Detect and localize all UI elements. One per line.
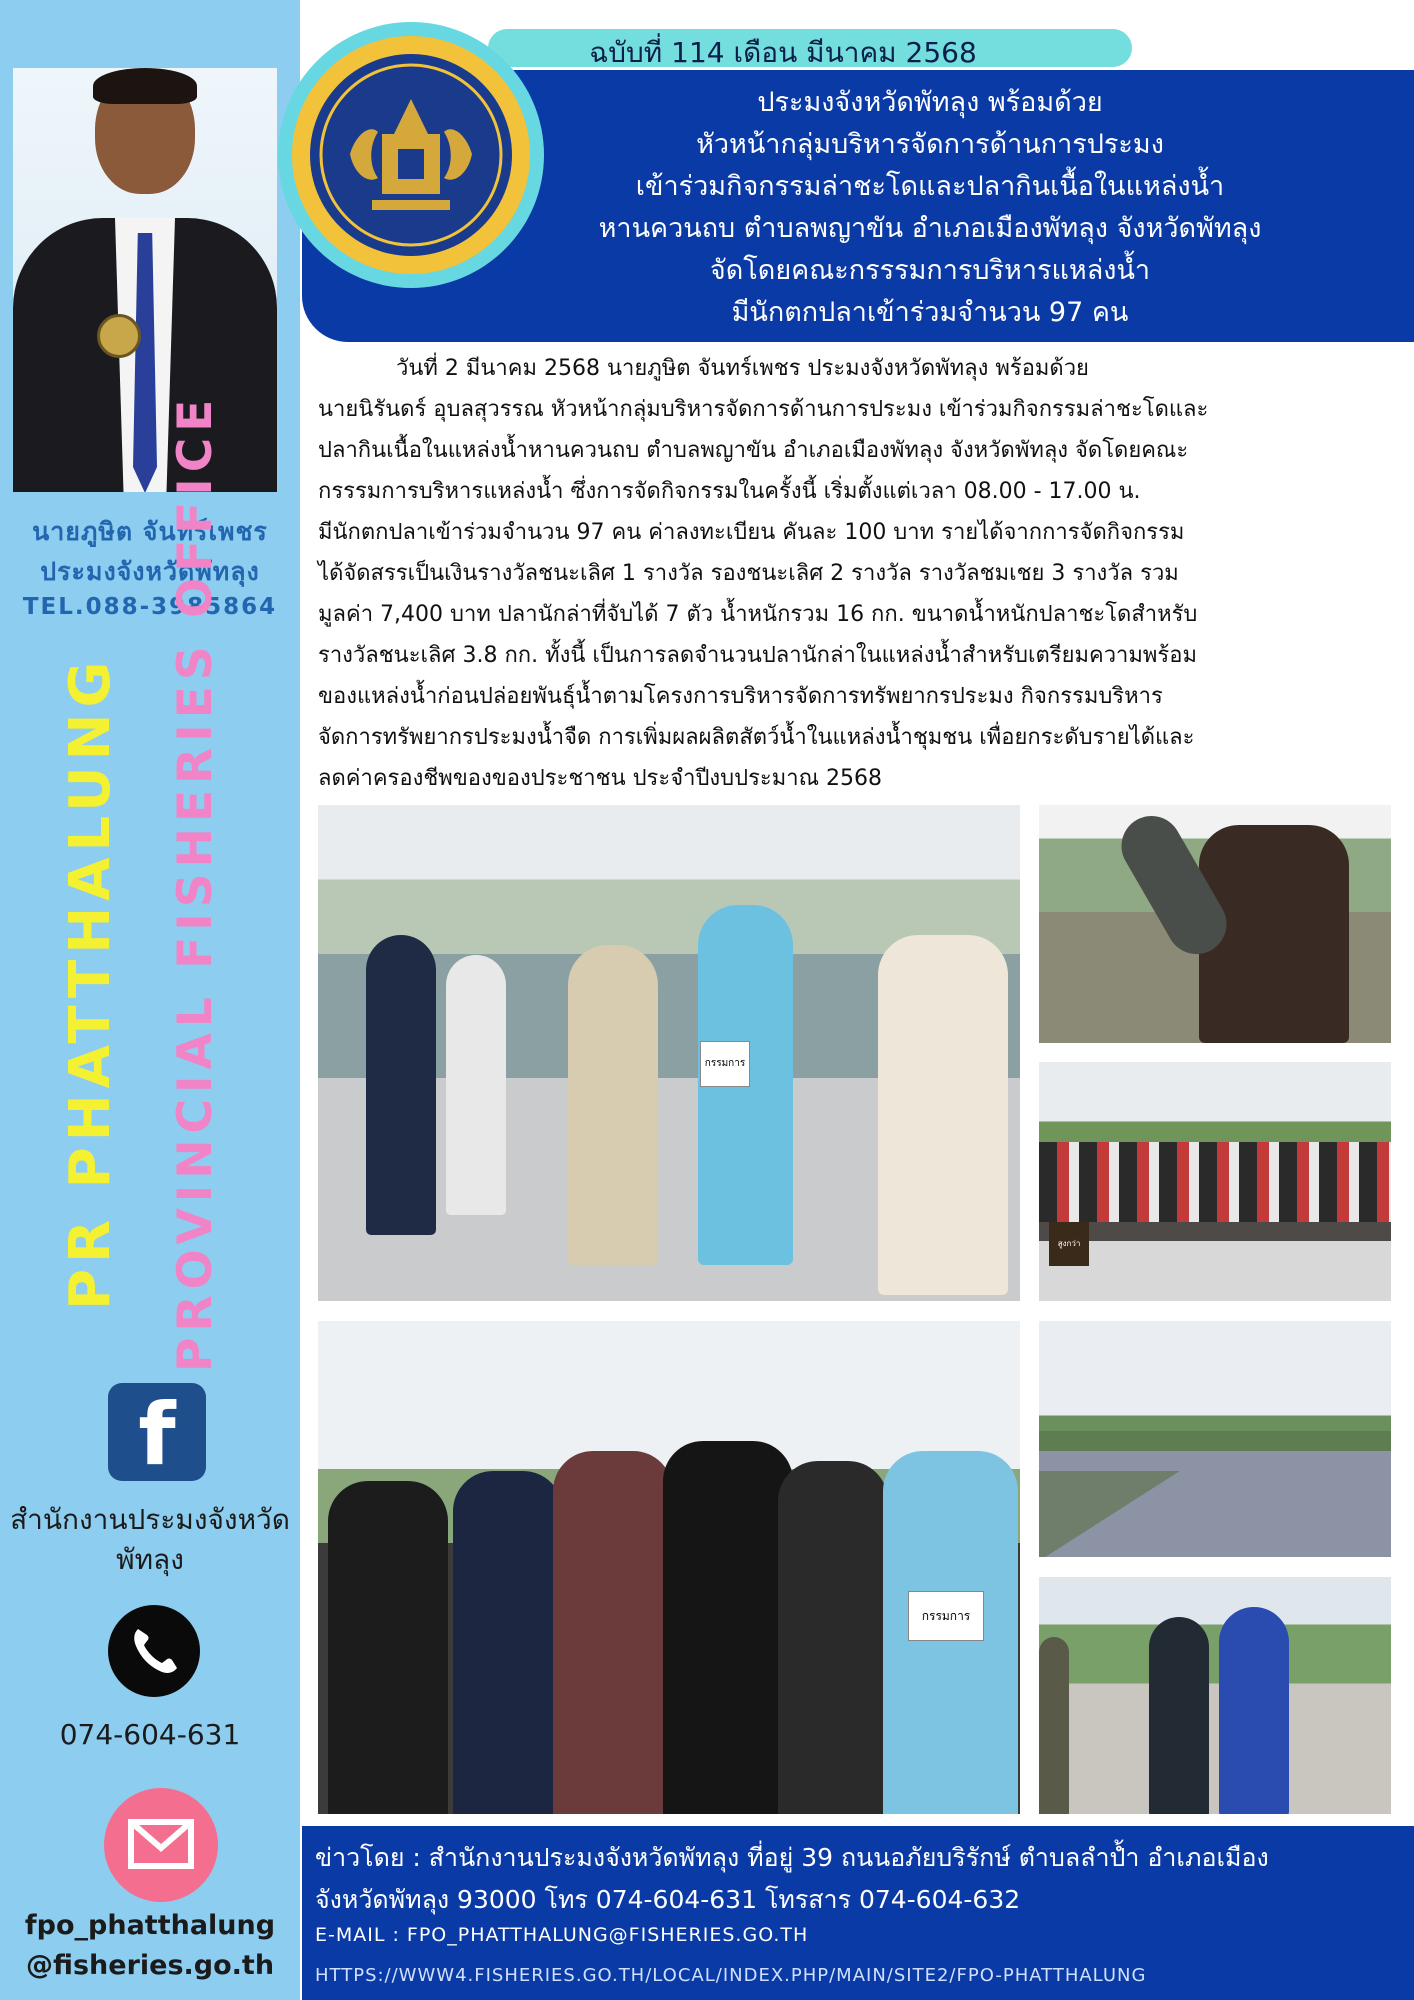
seal-emblem xyxy=(310,54,512,256)
phone-number: 074-604-631 xyxy=(59,1718,241,1751)
body-line: ปลากินเนื้อในแหล่งน้ำหานควนถบ ตำบลพญาขัน อำเภอเมืองพัทลุง จังหวัดพัทลุง จัดโดยคณะ xyxy=(318,438,1189,463)
headline-line: หานควนถบ ตำบลพญาขัน อำเภอเมืองพัทลุง จังหวัดพัทลุง xyxy=(598,213,1262,244)
official-tel: TEL.088-3985864 xyxy=(22,594,278,620)
body-line: รางวัลชนะเลิศ 3.8 กก. ทั้งนี้ เป็นการลดจำนวนปลานักล่าในแหล่งน้ำสำหรับเตรียมความพร้อม xyxy=(318,643,1197,668)
badge-pin-icon xyxy=(97,314,141,358)
headline-line: หัวหน้ากลุ่มบริหารจัดการด้านการประมง xyxy=(696,129,1164,160)
news-body xyxy=(318,348,1400,799)
footer-website-link[interactable]: HTTPS://WWW4.FISHERIES.GO.TH/LOCAL/INDEX.PHP/MAIN/SITE2/FPO-PHATTHALUNG xyxy=(315,1965,1147,1986)
sidebar xyxy=(0,0,300,2000)
body-line: มูลค่า 7,400 บาท ปลานักล่าที่จับได้ 7 ตัว น้ำหนักรวม 16 กก. ขนาดน้ำหนักปลาชะโดสำหรับ xyxy=(318,602,1198,627)
portrait-photo xyxy=(13,68,277,492)
headline-line: เข้าร่วมกิจกรรมล่าชะโดและปลากินเนื้อในแหล่งน้ำ xyxy=(635,171,1225,202)
body-line: วันที่ 2 มีนาคม 2568 นายภูษิต จันทร์เพชร ประมงจังหวัดพัทลุง พร้อมด้วย xyxy=(396,356,1089,381)
photo-angler-with-fish xyxy=(1039,805,1391,1043)
email-icon[interactable] xyxy=(104,1788,218,1902)
photo-officials-with-fish: กรรมการ xyxy=(318,1321,1020,1814)
email-address: fpo_phatthalung @fisheries.go.th xyxy=(24,1910,276,1981)
headline-line: ประมงจังหวัดพัทลุง พร้อมด้วย xyxy=(757,87,1103,118)
phone-icon[interactable] xyxy=(108,1605,200,1697)
photo-pond-shore xyxy=(1039,1321,1391,1557)
official-position: ประมงจังหวัดพัทลุง xyxy=(40,557,260,586)
body-line: นายนิรันดร์ อุบลสุวรรณ หัวหน้ากลุ่มบริหารจัดการด้านการประมง เข้าร่วมกิจกรรมล่าชะโดและ xyxy=(318,397,1209,422)
issue-banner: ฉบับที่ 114 เดือน มีนาคม 2568 xyxy=(488,29,1132,67)
footer-contacts: จังหวัดพัทลุง 93000 โทร 074-604-631 โทรสาร 074-604-632 xyxy=(315,1885,1021,1914)
vertical-title-pr: PR PHATTHALUNG xyxy=(58,655,123,1310)
official-name: นายภูษิต จันทร์เพชร xyxy=(32,517,268,546)
footer-email[interactable]: E-MAIL : FPO_PHATTHALUNG@FISHERIES.GO.TH xyxy=(315,1924,809,1946)
body-line: ได้จัดสรรเป็นเงินรางวัลชนะเลิศ 1 รางวัล รองชนะเลิศ 2 รางวัล รางวัลชมเชย 3 รางวัล รวม xyxy=(318,561,1179,586)
facebook-page-name: สำนักงานประมงจังหวัด พัทลุง xyxy=(10,1503,290,1576)
photo-participants-group: สูงกว่า xyxy=(1039,1062,1391,1301)
body-line: กรรรมการบริหารแหล่งน้ำ ซึ่งการจัดกิจกรรมในครั้งนี้ เริ่มตั้งแต่เวลา 08.00 - 17.00 น. xyxy=(318,479,1141,504)
photo-officials-group: กรรมการ xyxy=(318,805,1020,1301)
facebook-icon[interactable]: f xyxy=(108,1383,206,1481)
vertical-title-office: PROVINCIAL FISHERIES OFFICE xyxy=(168,393,223,1372)
body-line: มีนักตกปลาเข้าร่วมจำนวน 97 คน ค่าลงทะเบียน คันละ 100 บาท รายได้จากการจัดกิจกรรม xyxy=(318,520,1185,545)
photo-prize-award xyxy=(1039,1577,1391,1814)
body-line: ของแหล่งน้ำก่อนปล่อยพันธุ์น้ำตามโครงการบริหารจัดการทรัพยากรประมง กิจกรรมบริหาร xyxy=(318,684,1163,709)
headline-line: จัดโดยคณะกรรรมการบริหารแหล่งน้ำ xyxy=(709,255,1151,286)
footer-address: ข่าวโดย : สำนักงานประมงจังหวัดพัทลุง ที่อยู่ 39 ถนนอภัยบริรักษ์ ตำบลลำป้ำ อำเภอเมือง xyxy=(315,1843,1269,1872)
headline-line: มีนักตกปลาเข้าร่วมจำนวน 97 คน xyxy=(731,297,1129,328)
body-line: จัดการทรัพยากรประมงน้ำจืด การเพิ่มผลผลิตสัตว์น้ำในแหล่งน้ำชุมชน เพื่อยกระดับรายได้และ xyxy=(318,725,1195,750)
body-line: ลดค่าครองชีพของของประชาชน ประจำปีงบประมาณ 2568 xyxy=(318,766,882,791)
